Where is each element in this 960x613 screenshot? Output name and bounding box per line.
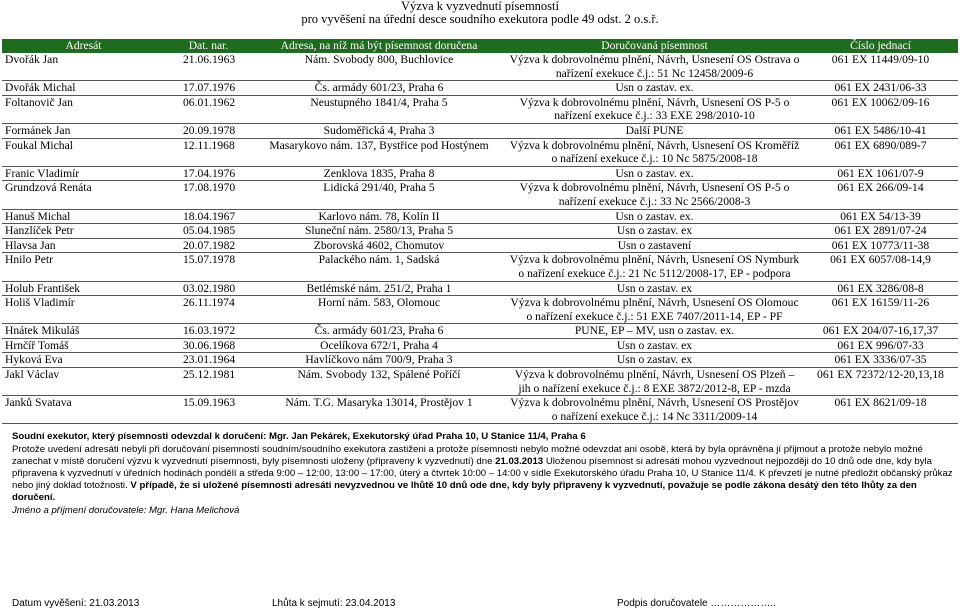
cell-document: Usn o zastav. ex — [506, 224, 803, 239]
cell-document: Usn o zastav. ex. — [506, 209, 803, 224]
col-header-address: Adresa, na níž má být písemnost doručena — [252, 39, 506, 53]
cell-recipient: Jakl Václav — [2, 368, 165, 396]
cell-recipient: Holiš Vladimír — [2, 296, 165, 324]
cell-recipient: Hyková Eva — [2, 353, 165, 368]
col-header-adresat: Adresát — [2, 39, 165, 53]
table-row — [2, 296, 958, 324]
cell-dob: 17.08.1970 — [165, 181, 252, 209]
cell-reference: 061 EX 2891/07-24 — [803, 224, 958, 239]
col-header-document: Doručovaná písemnost — [506, 39, 803, 53]
cell-document: PUNE, EP – MV, usn o zastav. ex. — [506, 324, 803, 339]
table-row — [2, 181, 958, 209]
cell-dob: 23.01.1964 — [165, 353, 252, 368]
courier-signature: Podpis doručovatele ……………….. — [617, 598, 776, 609]
cell-dob: 18.04.1967 — [165, 209, 252, 224]
cell-reference: 061 EX 3286/08-8 — [803, 281, 958, 296]
cell-dob: 06.01.1962 — [165, 95, 252, 123]
courier-name: Jméno a příjmení doručovatele: Mgr. Hana Melichová — [12, 504, 240, 516]
cell-reference: 061 EX 266/09-14 — [803, 181, 958, 209]
cell-dob: 20.07.1982 — [165, 238, 252, 253]
exekutor-line: Soudní exekutor, který písemnosti odevzdal k doručení: Mgr. Jan Pekárek, Exekutorský úřad Praha 10, U Stanice 11/4, Praha 6 — [12, 431, 586, 443]
cell-address: Havlíčkovo nám 700/9, Praha 3 — [252, 353, 506, 368]
cell-reference: 061 EX 16159/11-26 — [803, 296, 958, 324]
cell-recipient: Foukal Michal — [2, 138, 165, 166]
cell-document: Usn o zastavení — [506, 238, 803, 253]
col-header-reference: Číslo jednací — [803, 39, 958, 53]
notice-text-a: Protože uvedení adresáti nebyli při doručování písemností soudním/soudního exekutora zastiženi a protože písemnosti nebylo možné odevzdat ani osobě, která by byla oprávněna jí přijmout a protože nebylo možné zanechat v místě doručení výzvu k vyzvednutí písemnosti, byly písemnosti uloženy (připraveny k vyzvednutí) dne — [12, 443, 923, 467]
table-row — [2, 166, 958, 181]
table-row — [2, 138, 958, 166]
cell-reference: 061 EX 1061/07-9 — [803, 166, 958, 181]
cell-document: Usn o zastav. ex — [506, 353, 803, 368]
cell-document: Usn o zastav. ex. — [506, 81, 803, 96]
posted-date: Datum vyvěšení: 21.03.2013 — [12, 598, 140, 609]
table-row — [2, 209, 958, 224]
cell-recipient: Hnátek Mikuláš — [2, 324, 165, 339]
cell-document: Další PUNE — [506, 123, 803, 138]
cell-address: Ocelíkova 672/1, Praha 4 — [252, 338, 506, 353]
cell-recipient: Formánek Jan — [2, 123, 165, 138]
cell-address: Masarykovo nám. 137, Bystřice pod Hostýnem — [252, 138, 506, 166]
table-row — [2, 324, 958, 339]
table-row — [2, 53, 958, 81]
cell-dob: 21.06.1963 — [165, 53, 252, 81]
cell-reference: 061 EX 6057/08-14,9 — [803, 253, 958, 281]
cell-dob: 05.04.1985 — [165, 224, 252, 239]
cell-reference: 061 EX 3336/07-35 — [803, 353, 958, 368]
cell-document: Usn o zastav. ex — [506, 281, 803, 296]
cell-document: Výzva k dobrovolnému plnění, Návrh, Usnesení OS Plzeň – jih o nařízení exekuce č.j.: 8 EXE 3872/2012-8, EP - mzda — [506, 368, 803, 396]
col-header-dob: Dat. nar. — [165, 39, 252, 53]
header-subtitle: pro vyvěšení na úřední desce soudního exekutora podle 49 odst. 2 o.s.ř. — [301, 12, 659, 26]
cell-document: Výzva k dobrovolnému plnění, Návrh, Usnesení OS Nymburk o nařízení exekuce č.j.: 21 Nc 5112/2008-17, EP - podpora — [506, 253, 803, 281]
table-row — [2, 95, 958, 123]
cell-dob: 17.04.1976 — [165, 166, 252, 181]
cell-recipient: Hrnčíř Tomáš — [2, 338, 165, 353]
cell-address: Lidická 291/40, Praha 5 — [252, 181, 506, 209]
cell-document: Výzva k dobrovolnému plnění, Návrh, Usnesení OS P-5 o nařízení exekuce č.j.: 33 EXE 298/2010-10 — [506, 95, 803, 123]
notice-text-b: Uloženou písemnost si adresáti mohou vyzvednout nejpozději do 10 dnů ode dne, kdy byla připravena k vyzvednutí v úředních hodinách pondělí a středa 9:00 – 12:00, 13:00 – 17:00, úterý a čtvrtek 10:00 – 14:00 v sídle Exekutorského úřadu Praha 10, U Stanice 11/4. K převzetí je nutné předložit občanský průkaz nebo jiný doklad totožnosti. — [12, 455, 953, 492]
cell-recipient: Hnilo Petr — [2, 253, 165, 281]
cell-dob: 30.06.1968 — [165, 338, 252, 353]
table-row — [2, 238, 958, 253]
table-row — [2, 281, 958, 296]
cell-dob: 15.07.1978 — [165, 253, 252, 281]
table-row — [2, 224, 958, 239]
cell-reference: 061 EX 10773/11-38 — [803, 238, 958, 253]
table-row — [2, 123, 958, 138]
header-title: Výzva k vyzvednutí písemností — [401, 0, 559, 13]
cell-address: Karlovo nám. 78, Kolín II — [252, 209, 506, 224]
cell-address: Betlémské nám. 251/2, Praha 1 — [252, 281, 506, 296]
cell-document: Usn o zastav. ex. — [506, 166, 803, 181]
cell-dob: 26.11.1974 — [165, 296, 252, 324]
cell-reference: 061 EX 996/07-33 — [803, 338, 958, 353]
cell-address: Nám. Svobody 132, Spálené Poříčí — [252, 368, 506, 396]
cell-document: Výzva k dobrovolnému plnění, Návrh, Usnesení OS P-5 o nařízení exekuce č.j.: 33 Nc 2566/2008-3 — [506, 181, 803, 209]
signature-line — [12, 598, 952, 612]
cell-address: Čs. armády 601/23, Praha 6 — [252, 81, 506, 96]
cell-document: Výzva k dobrovolnému plnění, Návrh, Usnesení OS Ostrava o nařízení exekuce č.j.: 51 Nc 12458/2009-6 — [506, 53, 803, 81]
cell-dob: 17.07.1976 — [165, 81, 252, 96]
cell-address: Nám. Svobody 800, Buchlovice — [252, 53, 506, 81]
cell-reference: 061 EX 10062/09-16 — [803, 95, 958, 123]
cell-document: Výzva k dobrovolnému plnění, Návrh, Usnesení OS Kroměříž o nařízení exekuce č.j.: 10 Nc 5875/2008-18 — [506, 138, 803, 166]
table-row — [2, 81, 958, 96]
cell-reference: 061 EX 6890/089-7 — [803, 138, 958, 166]
table-row — [2, 396, 958, 424]
notice-paragraph — [12, 444, 954, 505]
cell-reference: 061 EX 72372/12-20,13,18 — [803, 368, 958, 396]
cell-address: Horní nám. 583, Olomouc — [252, 296, 506, 324]
notice-bold: V případě, že si uložené písemnosti adresáti nevyzvednou ve lhůtě 10 dnů ode dne, kdy byly připraveny k vyzvednutí, považuje se podle zákona desátý den této lhůty za den doručení. — [12, 480, 917, 504]
table-row — [2, 368, 958, 396]
cell-reference: 061 EX 5486/10-41 — [803, 123, 958, 138]
document-header — [0, 0, 960, 26]
cell-reference: 061 EX 54/13-39 — [803, 209, 958, 224]
table-row — [2, 253, 958, 281]
cell-address: Zenklova 1835, Praha 8 — [252, 166, 506, 181]
cell-dob: 03.02.1980 — [165, 281, 252, 296]
cell-dob: 12.11.1968 — [165, 138, 252, 166]
removal-deadline: Lhůta k sejmutí: 23.04.2013 — [272, 598, 396, 609]
cell-reference: 061 EX 8621/09-18 — [803, 396, 958, 424]
cell-recipient: Dvořák Jan — [2, 53, 165, 81]
cell-address: Sluneční nám. 2580/13, Praha 5 — [252, 224, 506, 239]
cell-document: Usn o zastav. ex — [506, 338, 803, 353]
cell-dob: 15.09.1963 — [165, 396, 252, 424]
table-header-row — [2, 39, 958, 53]
cell-recipient: Holub František — [2, 281, 165, 296]
cell-document: Výzva k dobrovolnému plnění, Návrh, Usnesení OS Olomouc o nařízení exekuce č.j.: 51 EXE 7407/2011-14, EP - PF — [506, 296, 803, 324]
cell-address: Nám. T.G. Masaryka 13014, Prostějov 1 — [252, 396, 506, 424]
notice-date: 21.03.2013 — [495, 455, 544, 467]
cell-address: Čs. armády 601/23, Praha 6 — [252, 324, 506, 339]
cell-recipient: Franic Vladimír — [2, 166, 165, 181]
table-row — [2, 353, 958, 368]
cell-dob: 16.03.1972 — [165, 324, 252, 339]
cell-recipient: Hanzlíček Petr — [2, 224, 165, 239]
cell-recipient: Grundzová Renáta — [2, 181, 165, 209]
table-row — [2, 338, 958, 353]
cell-dob: 20.09.1978 — [165, 123, 252, 138]
cell-reference: 061 EX 204/07-16,17,37 — [803, 324, 958, 339]
cell-address: Sudoměřická 4, Praha 3 — [252, 123, 506, 138]
cell-address: Neustupného 1841/4, Praha 5 — [252, 95, 506, 123]
cell-address: Palackého nám. 1, Sadská — [252, 253, 506, 281]
cell-recipient: Janků Svatava — [2, 396, 165, 424]
footer-notice — [12, 431, 954, 516]
cell-document: Výzva k dobrovolnému plnění, Návrh, Usnesení OS Prostějov o nařízení exekuce č.j.: 14 Nc 3311/2009-14 — [506, 396, 803, 424]
cell-reference: 061 EX 2431/06-33 — [803, 81, 958, 96]
cell-reference: 061 EX 11449/09-10 — [803, 53, 958, 81]
cell-address: Zborovská 4602, Chomutov — [252, 238, 506, 253]
cell-dob: 25.12.1981 — [165, 368, 252, 396]
cell-recipient: Hanuš Michal — [2, 209, 165, 224]
cell-recipient: Hlavsa Jan — [2, 238, 165, 253]
cell-recipient: Dvořák Michal — [2, 81, 165, 96]
recipients-table — [2, 39, 958, 424]
cell-recipient: Foltanovič Jan — [2, 95, 165, 123]
